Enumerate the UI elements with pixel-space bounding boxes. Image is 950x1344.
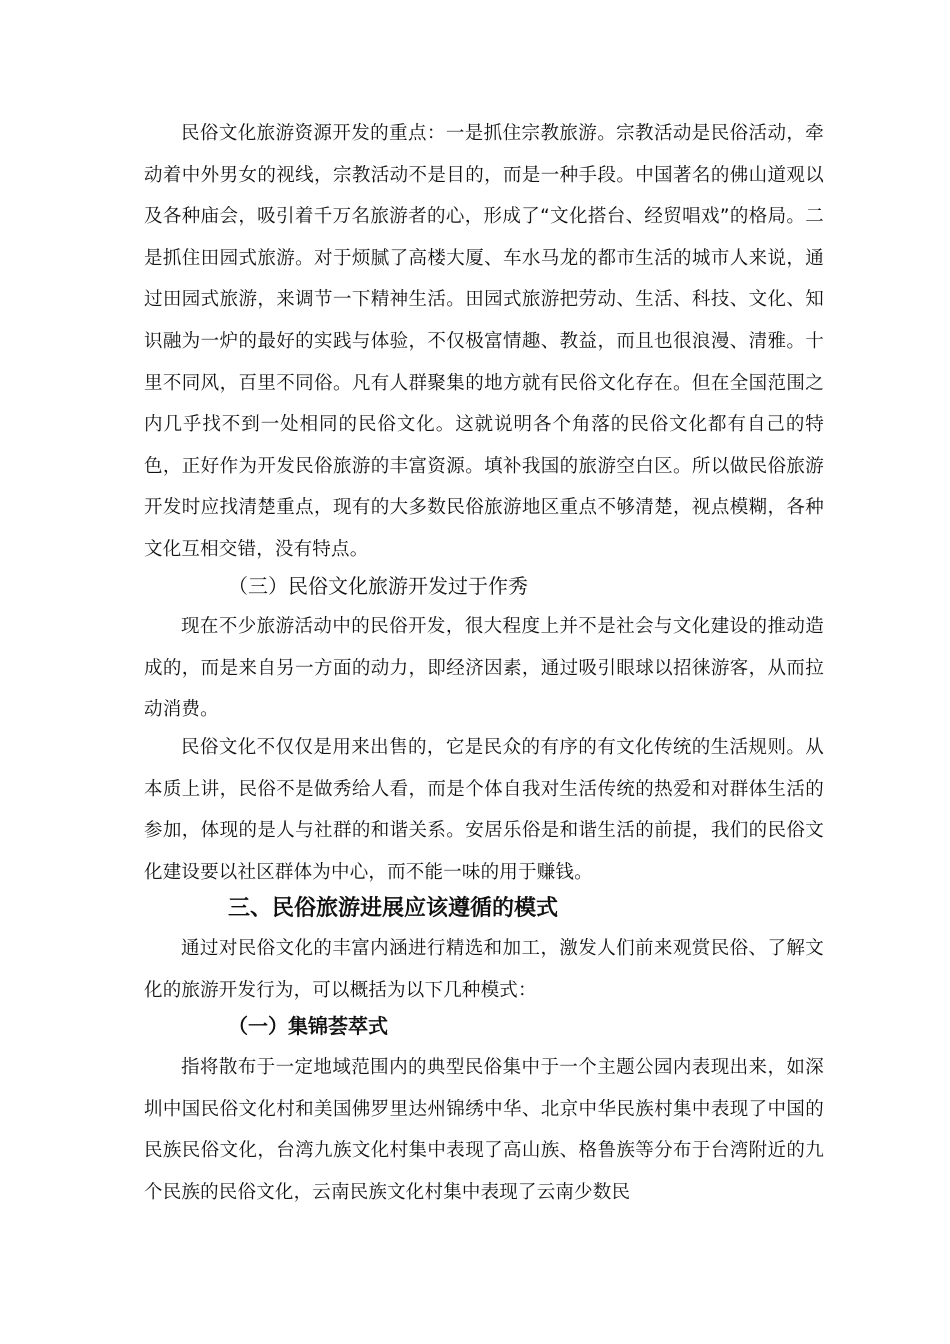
heading-collection-mode: （一）集锦荟萃式	[228, 1014, 388, 1038]
paragraph-modes-intro: 通过对民俗文化的丰富内涵进行精选和加工，激发人们前来观赏民俗、了解文化的旅游开发行为，可以概括为以下几种模式：	[144, 938, 824, 1001]
paragraph-religious-rural-tourism: 民俗文化旅游资源开发的重点：一是抓住宗教旅游。宗教活动是民俗活动，牵动着中外男女的视线，宗教活动不是目的，而是一种手段。中国著名的佛山道观以及各种庙会，吸引着千万名旅游者的心，形成了“文化搭台、经贸唱戏”的格局。二是抓住田园式旅游。对于烦腻了高楼大厦、车水马龙的都市生活的城市人来说，通过田园式旅游，来调节一下精神生活。田园式旅游把劳动、生活、科技、文化、知识融为一炉的最好的实践与体验，不仅极富情趣、教益，而且也很浪漫、清雅。十里不同风，百里不同俗。凡有人群聚集的地方就有民俗文化存在。但在全国范围之内几乎找不到一处相同的民俗文化。这就说明各个角落的民俗文化都有自己的特色，正好作为开发民俗旅游的丰富资源。填补我国的旅游空白区。所以做民俗旅游开发时应找清楚重点，现有的大多数民俗旅游地区重点不够清楚，视点模糊，各种文化互相交错，没有特点。	[144, 123, 824, 560]
paragraph-folk-culture-rules: 民俗文化不仅仅是用来出售的，它是民众的有序的有文化传统的生活规则。从本质上讲，民俗不是做秀给人看，而是个体自我对生活传统的热爱和对群体生活的参加，体现的是人与社群的和谐关系。安居乐俗是和谐生活的前提，我们的民俗文化建设要以社区群体为中心，而不能一味的用于赚钱。	[144, 737, 824, 883]
paragraph-economic-driving-force: 现在不少旅游活动中的民俗开发，很大程度上并不是社会与文化建设的推动造成的，而是来自另一方面的动力，即经济因素，通过吸引眼球以招徕游客，从而拉动消费。	[144, 616, 824, 721]
paragraph-theme-park-examples: 指将散布于一定地域范围内的典型民俗集中于一个主题公园内表现出来，如深圳中国民俗文化村和美国佛罗里达州锦绣中华、北京中华民族村集中表现了中国的民族民俗文化，台湾九族文化村集中表现了高山族、格鲁族等分布于台湾附近的九个民族的民俗文化，云南民族文化村集中表现了云南少数民	[144, 1057, 824, 1203]
heading-over-showmanship: （三）民俗文化旅游开发过于作秀	[228, 574, 528, 598]
section-heading-development-modes: 三、民俗旅游进展应该遵循的模式	[228, 896, 559, 921]
